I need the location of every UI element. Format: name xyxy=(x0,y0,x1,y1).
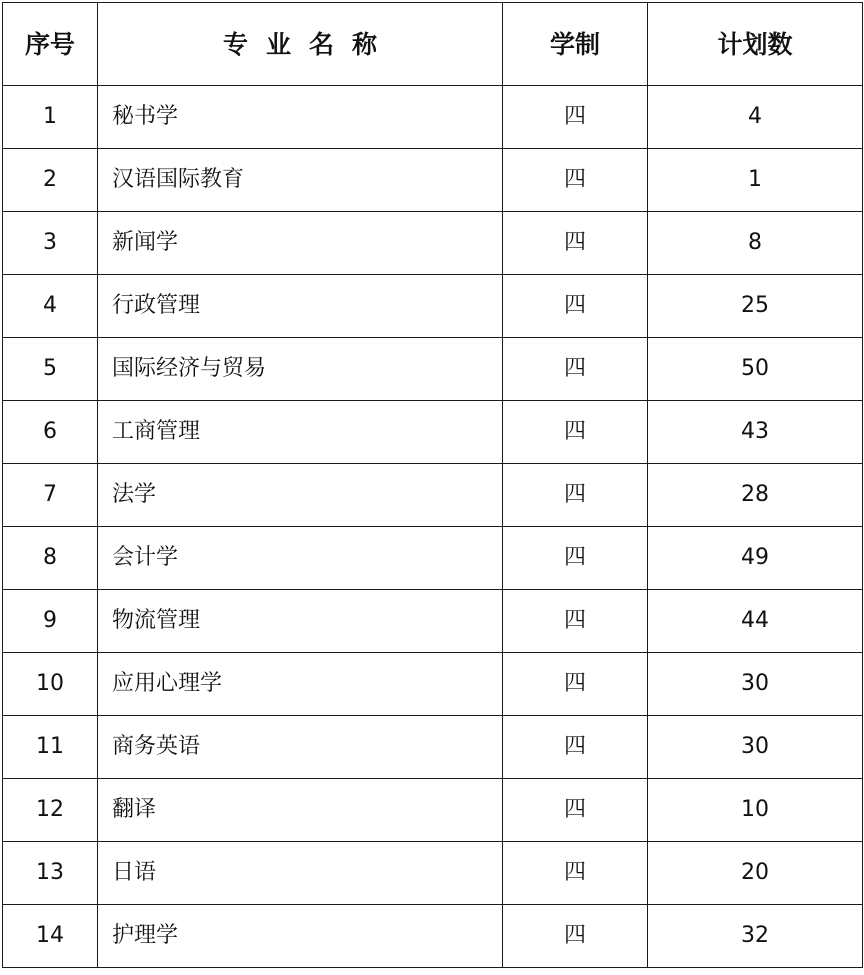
table-row xyxy=(3,149,863,212)
plan-count-cell: 32 xyxy=(648,905,863,968)
serial-number-cell: 9 xyxy=(3,590,98,653)
plan-count-cell: 1 xyxy=(648,149,863,212)
program-length-cell: 四 xyxy=(503,464,648,527)
plan-count-cell: 49 xyxy=(648,527,863,590)
table-row xyxy=(3,464,863,527)
plan-count-cell: 4 xyxy=(648,86,863,149)
table-row xyxy=(3,779,863,842)
table-row xyxy=(3,905,863,968)
plan-count-cell: 10 xyxy=(648,779,863,842)
serial-number-cell: 8 xyxy=(3,527,98,590)
program-length-cell: 四 xyxy=(503,905,648,968)
serial-number-cell: 7 xyxy=(3,464,98,527)
table-row xyxy=(3,275,863,338)
plan-count-cell: 50 xyxy=(648,338,863,401)
major-name-cell: 商务英语 xyxy=(98,716,503,779)
plan-count-cell: 43 xyxy=(648,401,863,464)
major-name-cell: 会计学 xyxy=(98,527,503,590)
table-row xyxy=(3,401,863,464)
serial-number-cell: 6 xyxy=(3,401,98,464)
plan-count-cell: 28 xyxy=(648,464,863,527)
serial-number-cell: 2 xyxy=(3,149,98,212)
program-length-cell: 四 xyxy=(503,716,648,779)
table-row xyxy=(3,653,863,716)
serial-number-cell: 5 xyxy=(3,338,98,401)
plan-count-cell: 44 xyxy=(648,590,863,653)
table-row xyxy=(3,842,863,905)
major-name-cell: 工商管理 xyxy=(98,401,503,464)
major-name-cell: 护理学 xyxy=(98,905,503,968)
serial-number-cell: 10 xyxy=(3,653,98,716)
header-major-name: 专业名称 xyxy=(98,3,503,86)
table-row xyxy=(3,212,863,275)
program-length-cell: 四 xyxy=(503,86,648,149)
program-length-cell: 四 xyxy=(503,149,648,212)
serial-number-cell: 4 xyxy=(3,275,98,338)
plan-count-cell: 30 xyxy=(648,716,863,779)
major-name-cell: 行政管理 xyxy=(98,275,503,338)
plan-count-cell: 20 xyxy=(648,842,863,905)
program-length-cell: 四 xyxy=(503,590,648,653)
serial-number-cell: 11 xyxy=(3,716,98,779)
table-row xyxy=(3,716,863,779)
serial-number-cell: 14 xyxy=(3,905,98,968)
header-serial-number: 序号 xyxy=(3,3,98,86)
major-name-cell: 秘书学 xyxy=(98,86,503,149)
major-name-cell: 汉语国际教育 xyxy=(98,149,503,212)
plan-count-cell: 25 xyxy=(648,275,863,338)
major-name-cell: 物流管理 xyxy=(98,590,503,653)
major-name-cell: 翻译 xyxy=(98,779,503,842)
program-length-cell: 四 xyxy=(503,653,648,716)
major-name-cell: 国际经济与贸易 xyxy=(98,338,503,401)
major-name-cell: 法学 xyxy=(98,464,503,527)
program-length-cell: 四 xyxy=(503,275,648,338)
table-row xyxy=(3,86,863,149)
serial-number-cell: 3 xyxy=(3,212,98,275)
plan-count-cell: 30 xyxy=(648,653,863,716)
header-plan-count: 计划数 xyxy=(648,3,863,86)
table-body xyxy=(3,86,863,968)
plan-count-cell: 8 xyxy=(648,212,863,275)
program-length-cell: 四 xyxy=(503,212,648,275)
header-program-length: 学制 xyxy=(503,3,648,86)
program-length-cell: 四 xyxy=(503,401,648,464)
program-length-cell: 四 xyxy=(503,527,648,590)
table-row xyxy=(3,527,863,590)
header-row xyxy=(3,3,863,86)
program-length-cell: 四 xyxy=(503,842,648,905)
serial-number-cell: 12 xyxy=(3,779,98,842)
enrollment-plan-table xyxy=(2,2,863,968)
major-name-cell: 新闻学 xyxy=(98,212,503,275)
program-length-cell: 四 xyxy=(503,338,648,401)
serial-number-cell: 13 xyxy=(3,842,98,905)
serial-number-cell: 1 xyxy=(3,86,98,149)
program-length-cell: 四 xyxy=(503,779,648,842)
table-row xyxy=(3,338,863,401)
major-name-cell: 应用心理学 xyxy=(98,653,503,716)
table-row xyxy=(3,590,863,653)
major-name-cell: 日语 xyxy=(98,842,503,905)
